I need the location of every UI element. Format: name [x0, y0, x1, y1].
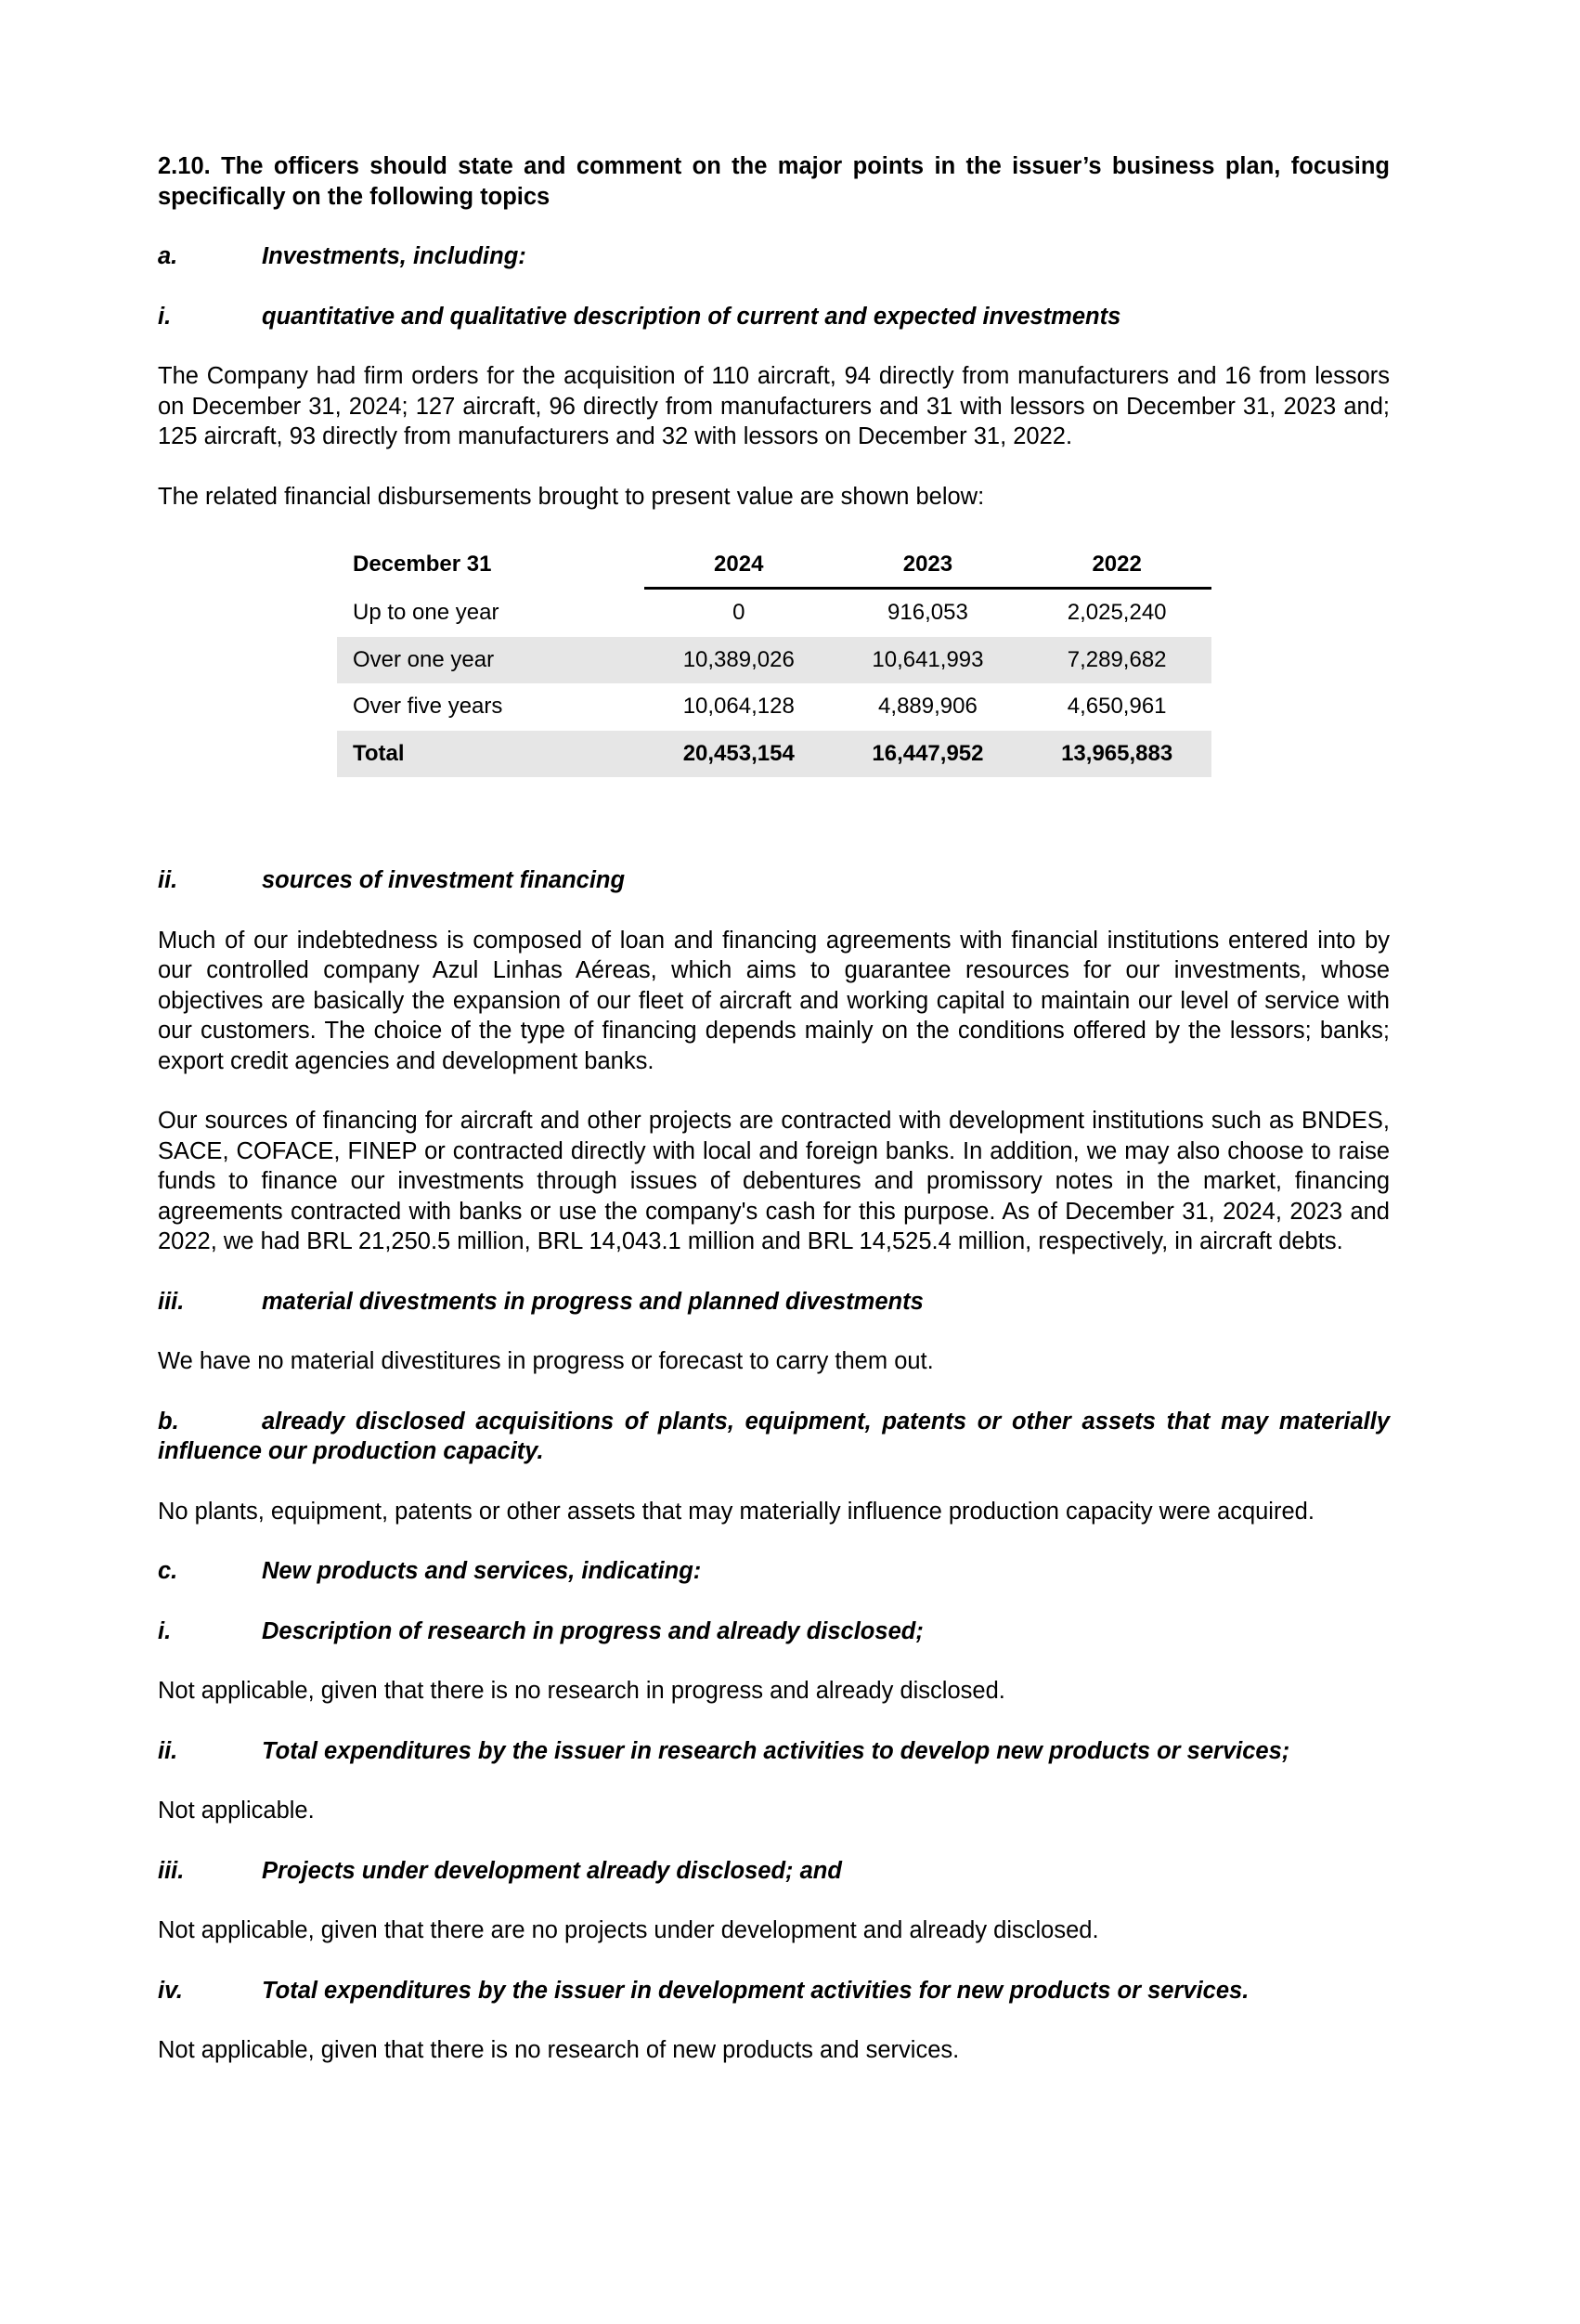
disbursements-intro: The related financial disbursements brought to present value are shown below: — [158, 483, 985, 510]
heading-a-ii-financing: ii. sources of investment financing — [158, 867, 626, 893]
section-heading: 2.10. The officers should state and comment on the major points in the issuer’s business plan, focusing specifically on the following topics — [158, 153, 1390, 210]
financing-sources-paragraph: Our sources of financing for aircraft and other projects are contracted with development institutions such as BNDES, SACE, COFACE, FINEP or contracted directly with local and foreign banks. In addition, we may also choose to raise funds to finance our investments through issues of debentures and promissory notes in the market, financing agreements contracted with banks or use the company's cash for this purpose. As of December 31, 2024, 2023 and 2022, we had BRL 21,250.5 million, BRL 14,043.1 million and BRL 14,525.4 million, respectively, in aircraft debts. — [158, 1108, 1390, 1254]
table-row: Up to one year 0 916,053 2,025,240 — [353, 599, 1167, 626]
header-2022: 2022 — [1022, 541, 1211, 589]
firm-orders-paragraph: The Company had firm orders for the acquisition of 110 aircraft, 94 directly from manufacturers and 16 from lessors on December 31, 2024; 127 aircraft, 96 directly from manufacturers and 31 with lessors on December 31, 2023 and; 125 aircraft, 93 directly from manufacturers and 32 with lessors on December 31, 2022. — [158, 363, 1390, 449]
header-2023: 2023 — [834, 541, 1023, 589]
heading-a-investments: a. Investments, including: — [158, 243, 526, 269]
heading-c-new-products: c. New products and services, indicating: — [158, 1558, 702, 1584]
research-paragraph: Not applicable, given that there is no research in progress and already disclosed. — [158, 1678, 1005, 1704]
research-expenditures-paragraph: Not applicable. — [158, 1798, 315, 1824]
heading-c-ii-research-expenditures: ii. Total expenditures by the issuer in research activities to develop new products or services; — [158, 1737, 1290, 1764]
table-row: Over one year 10,389,026 10,641,993 7,289,682 — [337, 637, 1211, 684]
table-row: Over five years 10,064,128 4,889,906 4,650,961 — [353, 694, 1167, 720]
table-total-row: Total 20,453,154 16,447,952 13,965,883 — [337, 731, 1211, 778]
heading-a-iii-divestments: iii. material divestments in progress and planned divestments — [158, 1288, 924, 1315]
divestments-paragraph: We have no material divestitures in progress or forecast to carry them out. — [158, 1348, 934, 1374]
heading-b-acquisitions: b. already disclosed acquisitions of plants, equipment, patents or other assets that may materially influence our production capacity. — [158, 1408, 1390, 1464]
acquisitions-paragraph: No plants, equipment, patents or other assets that may materially influence production capacity were acquired. — [158, 1498, 1315, 1525]
header-label: December 31 — [353, 552, 492, 578]
heading-c-iii-projects: iii. Projects under development already disclosed; and — [158, 1857, 842, 1884]
development-expenditures-paragraph: Not applicable, given that there is no research of new products and services. — [158, 2037, 960, 2063]
heading-a-i-description: i. quantitative and qualitative description of current and expected investments — [158, 303, 1121, 330]
header-2024: 2024 — [644, 541, 834, 589]
heading-c-iv-development-expenditures: iv. Total expenditures by the issuer in development activities for new products or services. — [158, 1977, 1250, 2004]
heading-c-i-research: i. Description of research in progress and already disclosed; — [158, 1617, 924, 1644]
indebtedness-paragraph: Much of our indebtedness is composed of loan and financing agreements with financial institutions entered into by our controlled company Azul Linhas Aéreas, which aims to guarantee resources for our investments, whose objectives are basically the expansion of our fleet of aircraft and working capital to maintain our level of service with our customers. The choice of the type of financing depends mainly on the conditions offered by the lessors; banks; export credit agencies and development banks. — [158, 927, 1390, 1074]
disbursement-table — [337, 541, 1211, 777]
document-page — [158, 151, 1390, 2066]
table-header-row — [337, 541, 1211, 589]
projects-paragraph: Not applicable, given that there are no projects under development and already disclosed. — [158, 1917, 1099, 1943]
